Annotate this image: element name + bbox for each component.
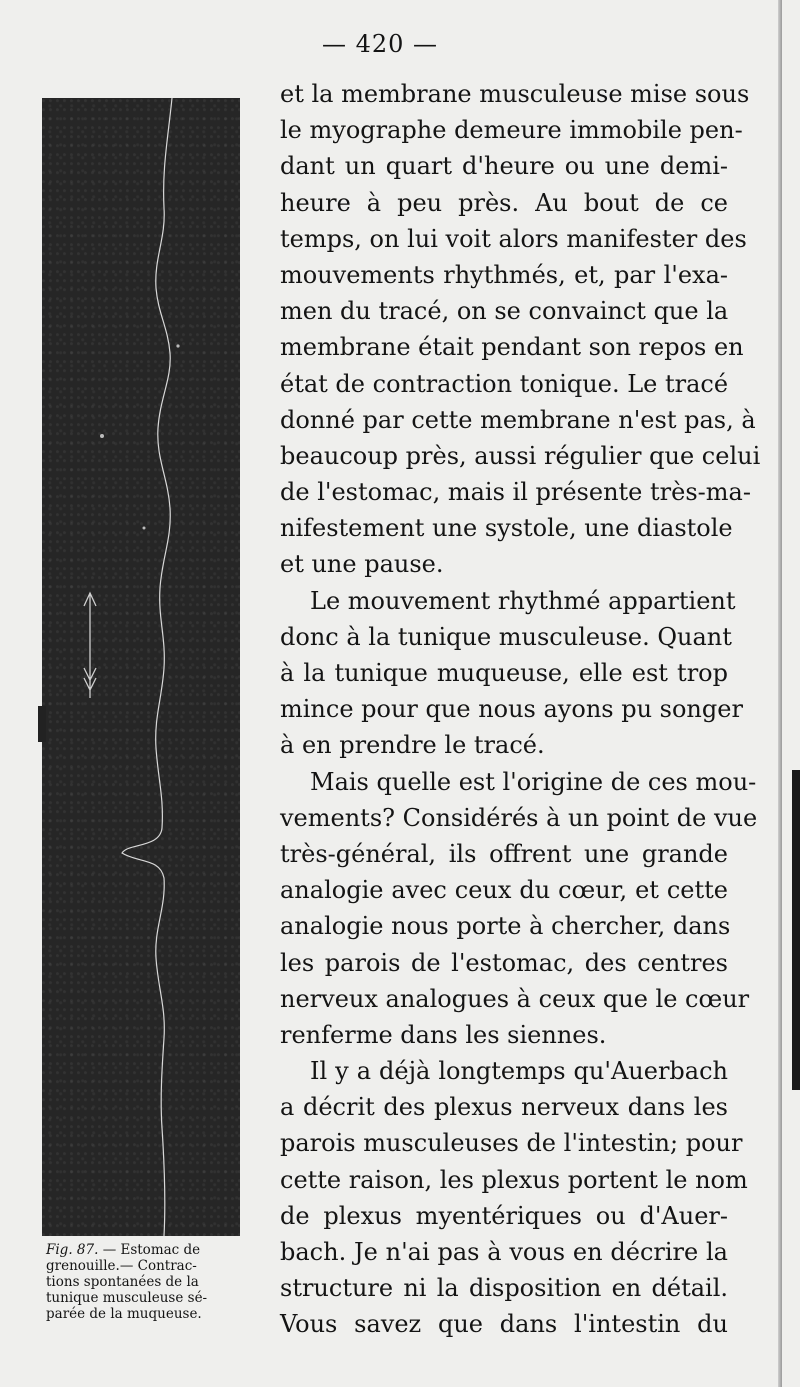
text-line: à la tunique muqueuse, elle est trop (280, 659, 728, 687)
figure-caption (46, 1242, 258, 1322)
page-edge-shadow (792, 770, 800, 1090)
figure-myograph-trace (42, 98, 240, 1236)
text-line: dant un quart d'heure ou une demi- (280, 152, 728, 181)
text-line: et la membrane musculeuse mise sous (280, 80, 750, 108)
text-line: vements? Considérés à un point de vue (280, 803, 758, 832)
paragraph-start: Mais quelle est l'origine de ces mou- (310, 767, 757, 796)
text-line: parois musculeuses de l'intestin; pour (280, 1129, 743, 1158)
text-line: très-général, ils offrent une grande (280, 839, 728, 868)
caption-line: tunique musculeuse sé- (46, 1290, 208, 1306)
page-edge (778, 0, 782, 1387)
text-line: analogie nous porte à chercher, dans (280, 912, 731, 941)
paragraph-start: Il y a déjà longtemps qu'Auerbach (310, 1057, 728, 1086)
text-line: mince pour que nous ayons pu songer (280, 695, 743, 724)
text-line: a décrit des plexus nerveux dans les (280, 1093, 728, 1122)
text-line: membrane était pendant son repos en (280, 333, 744, 362)
speck (143, 527, 146, 530)
trace-svg (42, 98, 240, 1236)
margin-mark (38, 706, 46, 742)
page-number: — 420 — (321, 30, 439, 58)
direction-arrow-icon (84, 593, 96, 698)
text-line: mouvements rhythmés, et, par l'exa- (280, 260, 728, 289)
text-line: donné par cette membrane n'est pas, à (280, 405, 756, 434)
text-line: bach. Je n'ai pas à vous en décrire la (280, 1238, 728, 1266)
figure-label: Fig. 87. (46, 1242, 99, 1258)
text-line: heure à peu près. Au bout de ce (280, 188, 728, 217)
caption-line: tions spontanées de la (46, 1274, 199, 1290)
text-line: de plexus myentériques ou d'Auer- (280, 1201, 728, 1230)
text-line: donc à la tunique musculeuse. Quant (280, 622, 732, 651)
speck (176, 344, 179, 347)
caption-line: parée de la muqueuse. (46, 1306, 202, 1322)
text-line: à en prendre le tracé. (280, 731, 545, 760)
caption-line: — Estomac de (102, 1242, 201, 1258)
caption-line: grenouille.— Contrac- (46, 1258, 197, 1274)
text-line: men du tracé, on se convainct que la (280, 297, 729, 326)
text-line: cette raison, les plexus portent le nom (280, 1165, 748, 1194)
text-line: et une pause. (280, 550, 444, 579)
text-line: état de contraction tonique. Le tracé (280, 369, 729, 398)
paragraph-start: Le mouvement rhythmé appartient (310, 586, 736, 615)
text-line: nerveux analogues à ceux que le cœur (280, 984, 750, 1013)
text-line: beaucoup près, aussi régulier que celui (280, 441, 761, 470)
text-line: temps, on lui voit alors manifester des (280, 224, 747, 253)
text-line: de l'estomac, mais il présente très-ma- (280, 478, 751, 507)
text-line: renferme dans les siennes. (280, 1020, 607, 1049)
trace-line (122, 98, 172, 1236)
text-line: le myographe demeure immobile pen- (280, 116, 743, 145)
body-text (280, 76, 761, 1343)
text-line: Vous savez que dans l'intestin du (280, 1310, 728, 1339)
speck (100, 434, 104, 438)
text-line: les parois de l'estomac, des centres (280, 948, 728, 977)
text-line: analogie avec ceux du cœur, et cette (280, 876, 728, 905)
text-line: structure ni la disposition en détail. (280, 1274, 728, 1303)
text-line: nifestement une systole, une diastole (280, 514, 733, 543)
